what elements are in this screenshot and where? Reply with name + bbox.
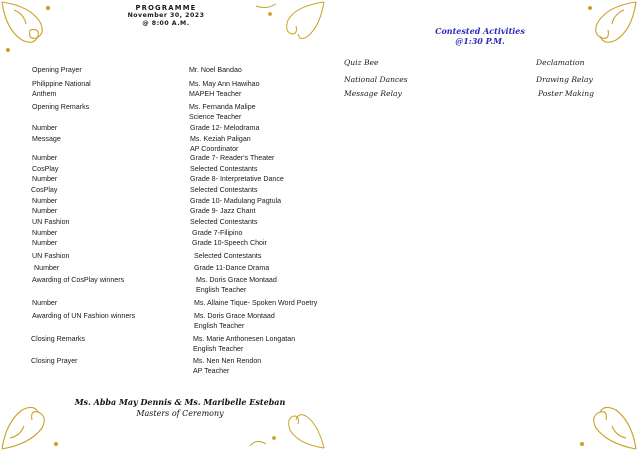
programme-row: [0, 175, 330, 185]
row-value: Ms. Marie Anthonesen Longatan: [193, 335, 296, 343]
row-value: Grade 7- Reader's Theater: [190, 154, 275, 162]
row-label: Closing Remarks: [31, 335, 86, 343]
row-label: Opening Prayer: [32, 66, 82, 74]
contested-time: @1:30 P.M.: [455, 36, 505, 46]
row-value: Ms. Keziah Paligan: [190, 135, 251, 143]
activity-item: Message Relay: [344, 89, 402, 98]
programme-row: [0, 218, 330, 228]
row-label: Number: [32, 197, 58, 205]
row-label: Number: [32, 154, 58, 162]
row-label: Number: [32, 239, 58, 247]
row-value: Ms. May Ann Hawihao: [189, 80, 260, 88]
programme-row: [0, 299, 330, 309]
programme-row: [0, 197, 330, 207]
activity-item: Drawing Relay: [536, 75, 593, 84]
row-label: UN Fashion: [32, 252, 70, 260]
row-label: Awarding of UN Fashion winners: [32, 312, 136, 320]
programme-row: [0, 66, 330, 76]
programme-row: [0, 276, 330, 294]
programme-time: @ 8:00 A.M.: [142, 20, 190, 27]
row-label: Number: [32, 175, 58, 183]
row-subtitle: English Teacher: [194, 322, 245, 330]
activity-item: Poster Making: [538, 89, 594, 98]
row-label: Number: [32, 207, 58, 215]
row-value: Selected Contestants: [190, 186, 258, 194]
programme-date: November 30, 2023: [127, 12, 205, 19]
row-value: Ms. Allaine Tique- Spoken Word Poetry: [194, 299, 318, 307]
programme-title: PROGRAMME: [135, 4, 197, 12]
row-value: Selected Contestants: [190, 165, 258, 173]
row-label: CosPlay: [32, 165, 59, 173]
programme-row: [0, 312, 330, 330]
row-value: Ms. Doris Grace Montaad: [194, 312, 275, 320]
row-value: Ms. Fernanda Malipe: [189, 103, 256, 111]
row-subtitle: English Teacher: [193, 345, 244, 353]
top-left-ornament: [0, 0, 70, 70]
row-label: Anthem: [32, 90, 57, 98]
row-value: Grade 12- Melodrama: [190, 124, 260, 132]
programme-row: [0, 207, 330, 217]
row-value: Grade 11-Dance Drama: [194, 264, 270, 272]
programme-row: [0, 264, 330, 274]
row-value: MAPEH Teacher: [189, 90, 242, 98]
contested-header: [416, 26, 544, 46]
row-label: Message: [32, 135, 61, 143]
row-value: Mr. Noel Bandao: [189, 66, 242, 74]
programme-row: [0, 229, 330, 239]
activity-item: Declamation: [536, 58, 585, 67]
programme-row: [0, 90, 330, 100]
programme-row: [0, 335, 330, 353]
programme-row: [0, 154, 330, 164]
programme-row: [0, 80, 330, 90]
row-label: Philippine National: [32, 80, 91, 88]
programme-row: [0, 252, 330, 262]
row-label: Closing Prayer: [31, 357, 78, 365]
programme-row: [0, 357, 330, 375]
row-label: UN Fashion: [32, 218, 70, 226]
row-value: Grade 9- Jazz Chant: [190, 207, 256, 215]
row-label: Number: [32, 229, 58, 237]
programme-row: [0, 239, 330, 249]
row-value: Selected Contestants: [190, 218, 258, 226]
row-value: Grade 7-Filipino: [192, 229, 243, 237]
row-label: Number: [32, 124, 58, 132]
row-value: Grade 10- Madulang Pagtula: [190, 197, 282, 205]
row-label: Number: [34, 264, 60, 272]
row-value: Selected Contestants: [194, 252, 262, 260]
programme-row: [0, 124, 330, 134]
programme-row: [0, 186, 330, 196]
bottom-left-ornament: [0, 378, 80, 451]
row-subtitle: English Teacher: [196, 286, 247, 294]
programme-row: [0, 135, 330, 153]
contested-panel: [320, 0, 638, 451]
activity-item: National Dances: [344, 75, 408, 84]
row-value: Ms. Doris Grace Montaad: [196, 276, 277, 284]
programme-row: [0, 165, 330, 175]
row-label: Awarding of CosPlay winners: [32, 276, 125, 284]
top-mid-ornament: [226, 0, 326, 60]
row-value: Ms. Nen Nen Rendon: [193, 357, 262, 365]
row-label: CosPlay: [31, 186, 58, 194]
row-label: Opening Remarks: [32, 103, 90, 111]
row-value: Grade 10-Speech Choir: [192, 239, 267, 247]
activity-item: Quiz Bee: [344, 58, 379, 67]
programme-row: [0, 103, 330, 121]
row-subtitle: AP Coordinator: [190, 145, 239, 153]
row-value: Grade 8- Interpretative Dance: [190, 175, 284, 183]
row-label: Number: [32, 299, 58, 307]
emcee-role: Masters of Ceremony: [136, 409, 224, 418]
row-subtitle: Science Teacher: [189, 113, 242, 121]
masters-of-ceremony: [70, 397, 290, 419]
row-subtitle: AP Teacher: [193, 367, 230, 375]
contested-title: Contested Activities: [435, 26, 525, 36]
programme-header: [120, 4, 212, 28]
emcee-names: Ms. Abba May Dennis & Ms. Maribelle Esteban: [74, 397, 286, 407]
